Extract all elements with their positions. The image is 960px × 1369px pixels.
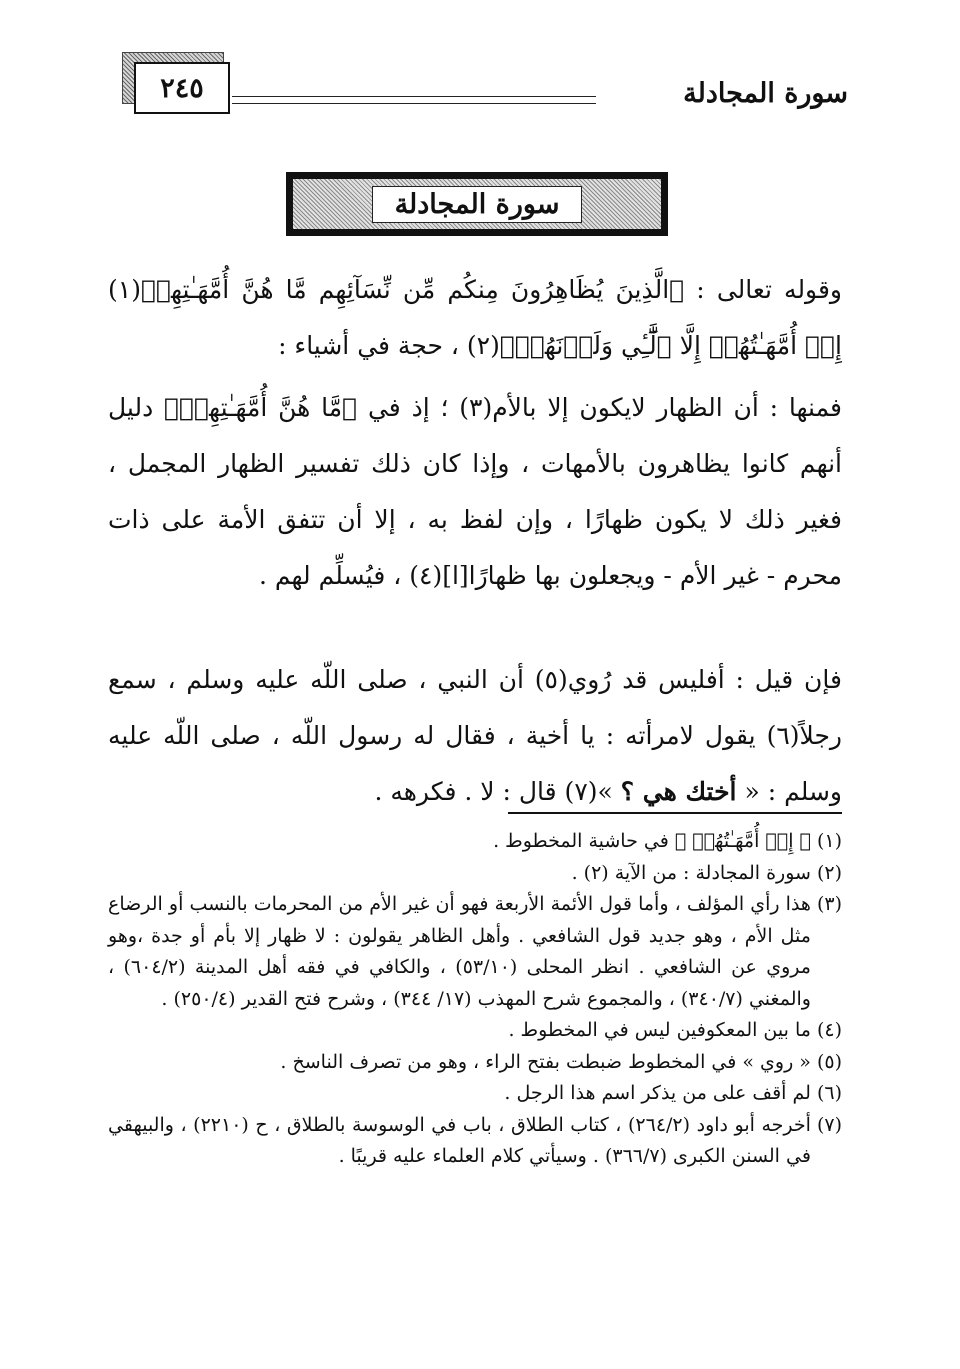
surah-title: سورة المجادلة [372, 186, 583, 223]
footnote-3 [108, 889, 842, 1015]
footnote-1 [108, 826, 842, 858]
body-paragraph-1 [108, 262, 842, 374]
footnote-4 [108, 1015, 842, 1047]
footnote-7 [108, 1110, 842, 1173]
surah-title-frame [286, 172, 668, 236]
footnote-number: (١) [816, 830, 842, 852]
paragraph-1-text: وقوله تعالى : ﴿الَّذِينَ يُظَاهِرُونَ مِنكُم مِّن نِّسَآئِهِم مَّا هُنَّ أُمَّهَـٰتِهِمۡ(١) إِنۡ أُمَّهَـٰتُهُمۡ إِلَّا ٱلَّٰٓـِٔي وَلَدۡنَهُمۡ﴾(٢) ، حجة في أشياء : [108, 275, 842, 360]
footnote-text: لم أقف على من يذكر اسم هذا الرجل . [504, 1082, 811, 1104]
footnote-2 [108, 858, 842, 890]
running-header-surah-name: سورة المجادلة [683, 78, 848, 109]
footnote-text: هذا رأي المؤلف ، وأما قول الأئمة الأربعة فهو أن غير الأم من المحرمات بالنسب أو الرضاع مثل الأم ، وهو جديد قول الشافعي . وأهل الظاهر يقولون : لا ظهار إلا بأم أو جدة ،وهو مروي عن الشافعي . انظر المحلى (٥٣/١٠) ، والكافي في فقه أهل المدينة (٦٠٤/٢) ، والمغني (٣٤٠/٧) ، والمجموع شرح المهذب (١٧/ ٣٤٤) ، وشرح فتح القدير (٢٥٠/٤) . [108, 893, 811, 1010]
footnote-number: (٦) [816, 1082, 842, 1104]
paragraph-3-start: فإن قيل : أفليس قد رُوي(٥) أن النبي ، صلى اللّه عليه وسلم ، سمع رجلاً(٦) يقول لامرأته : يا أخية ، فقال له رسول اللّه ، صلى اللّه عليه وسلم : « [108, 665, 842, 806]
surah-title-pattern [293, 179, 661, 229]
footnotes [108, 826, 842, 1173]
paragraph-3-end: »(٧) قال : لا . فكرهه . [374, 777, 613, 806]
header-double-rule [232, 96, 596, 104]
footnote-number: (٥) [816, 1050, 842, 1073]
page-number-box [134, 62, 230, 114]
footnote-text: ﴿ إِنۡ أُمَّهَـٰتُهُمۡ ﴾ في حاشية المخطوط . [493, 830, 811, 852]
footnote-text: سورة المجادلة : من الآية (٢) . [571, 861, 811, 884]
footnote-5 [108, 1047, 842, 1079]
paragraph-3-text [108, 652, 842, 820]
page-number: ٢٤٥ [160, 72, 204, 104]
hadith-quote-bold: أختك هي ؟ [620, 777, 737, 806]
footnote-text: ما بين المعكوفين ليس في المخطوط . [508, 1019, 811, 1041]
footnote-text: أخرجه أبو داود (٢٦٤/٢) ، كتاب الطلاق ، باب في الوسوسة بالطلاق ، ح (٢٢١٠) ، والبيهقي في السنن الكبرى (٣٦٦/٧) . وسيأتي كلام العلماء عليه قريبًا . [108, 1113, 811, 1167]
paragraph-2-text: فمنها : أن الظهار لايكون إلا بالأم(٣) ؛ إذ في ﴿مَّا هُنَّ أُمَّهَـٰتِهِمۡ﴾ دليل أنهم كانوا يظاهرون بالأمهات ، وإذا كان ذلك تفسير الظهار المجمل ، فغير ذلك لا يكون ظهارًا ، وإن لفظ به ، إلا أن تتفق الأمة على ذات محرم - غير الأم - ويجعلون بها ظهارًا[ا](٤) ، فيُسلِّم لهم . [108, 393, 842, 590]
footnote-number: (٧) [816, 1113, 842, 1136]
footnote-6 [108, 1078, 842, 1110]
footnote-number: (٢) [816, 861, 842, 884]
body-paragraph-3 [108, 652, 842, 820]
footnote-text: « روي » في المخطوط ضبطت بفتح الراء ، وهو من تصرف الناسخ . [280, 1050, 811, 1073]
body-paragraph-2 [108, 380, 842, 604]
footnote-separator [508, 812, 842, 814]
footnote-number: (٤) [816, 1019, 842, 1041]
footnote-number: (٣) [816, 893, 842, 915]
